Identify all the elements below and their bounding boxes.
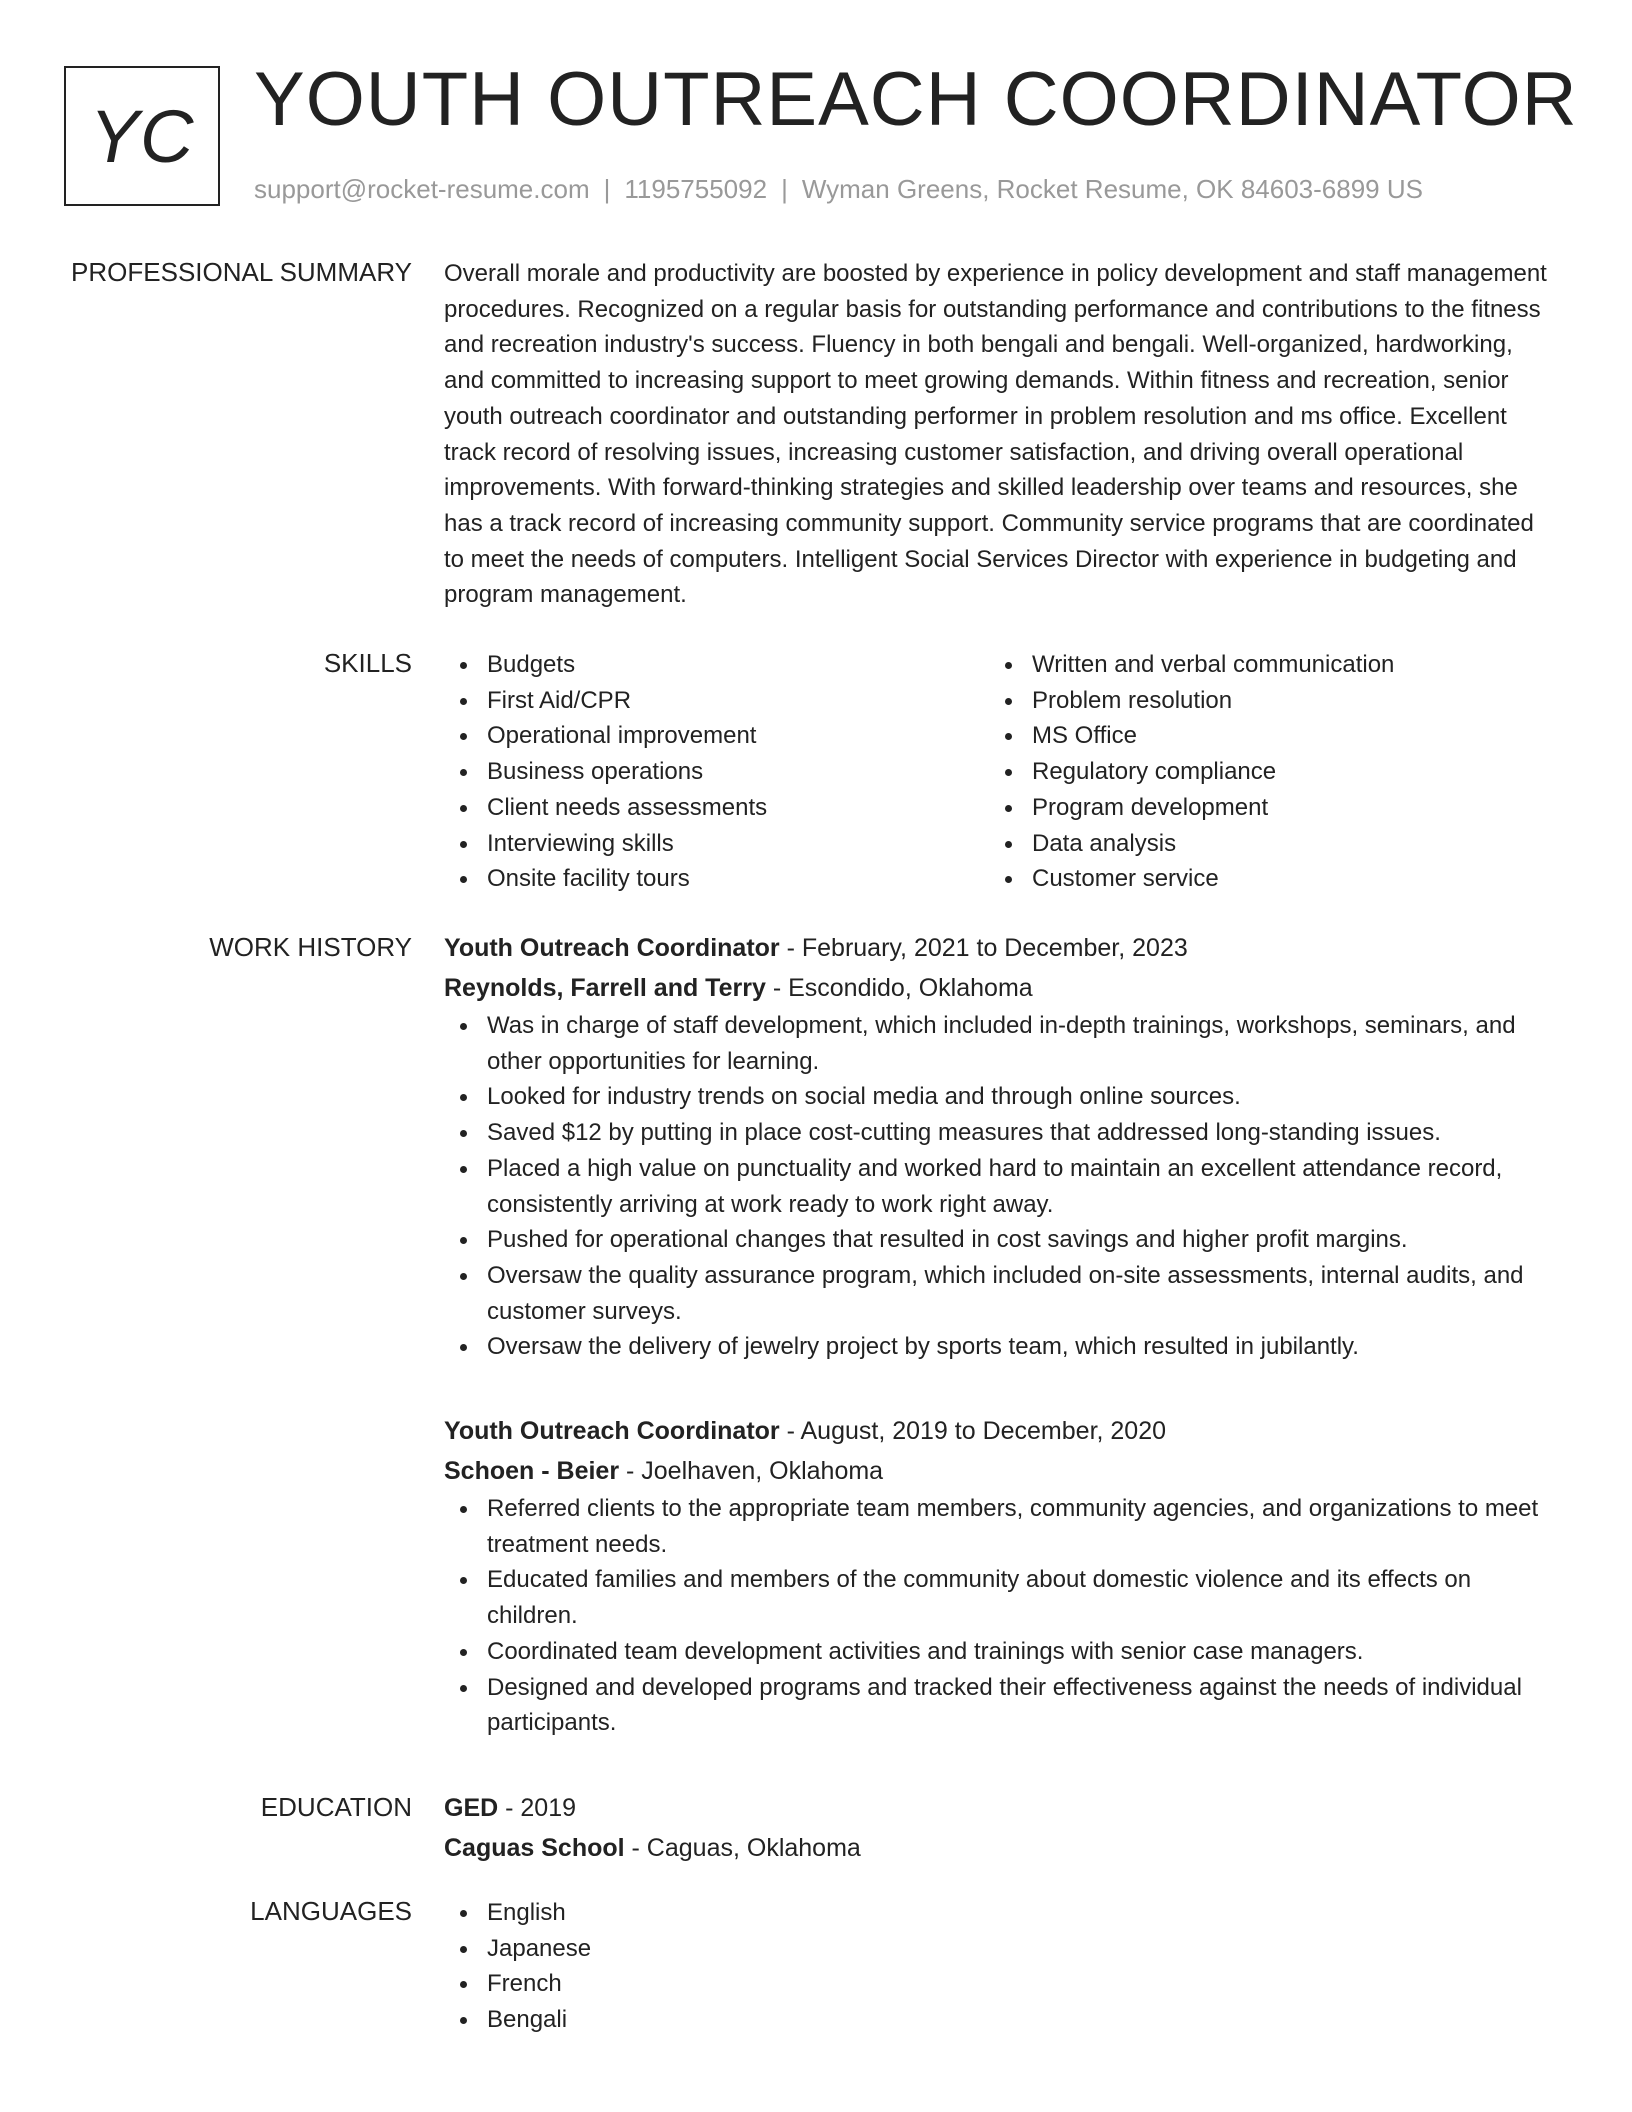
section-title-education: EDUCATION: [260, 1792, 412, 1822]
education-location: - Caguas, Oklahoma: [624, 1834, 861, 1862]
skill-item: First Aid/CPR: [444, 683, 989, 719]
skill-item: Program development: [989, 790, 1534, 826]
contact-email: support@rocket-resume.com: [254, 174, 590, 204]
job-duty-item: Designed and developed programs and tracked their effectiveness against the needs of individual participants.: [444, 1670, 1554, 1741]
skill-item: Customer service: [989, 861, 1534, 897]
contact-line: [254, 174, 1423, 205]
job-dates: - August, 2019 to December, 2020: [779, 1417, 1167, 1445]
skill-item: Business operations: [444, 754, 989, 790]
job-duty-item: Referred clients to the appropriate team members, community agencies, and organizations to meet treatment needs.: [444, 1491, 1554, 1562]
contact-phone: 1195755092: [624, 174, 768, 204]
job-entry: [444, 1411, 1554, 1741]
contact-separator: |: [781, 174, 788, 204]
skill-item: Regulatory compliance: [989, 754, 1534, 790]
section-title-summary: PROFESSIONAL SUMMARY: [71, 257, 412, 287]
education-degree-line: [444, 1788, 1554, 1828]
job-dates: - February, 2021 to December, 2023: [779, 934, 1188, 962]
education-entry: [444, 1788, 1554, 1868]
initials-monogram: YC: [64, 66, 220, 206]
job-duty-item: Placed a high value on punctuality and worked hard to maintain an excellent attendance record, consistently arriving at work ready to work right away.: [444, 1151, 1554, 1222]
job-duty-item: Coordinated team development activities and trainings with senior case managers.: [444, 1634, 1554, 1670]
job-duty-item: Pushed for operational changes that resulted in cost savings and higher profit margins.: [444, 1222, 1554, 1258]
job-duty-item: Was in charge of staff development, which included in-depth trainings, workshops, seminars, and other opportunities for learning.: [444, 1008, 1554, 1079]
job-duty-item: Oversaw the delivery of jewelry project by sports team, which resulted in jubilantly.: [444, 1329, 1554, 1365]
job-company-line: [444, 1451, 1554, 1491]
job-role: Youth Outreach Coordinator: [444, 1417, 780, 1445]
contact-address: Wyman Greens, Rocket Resume, OK 84603-6899 US: [801, 174, 1423, 204]
language-item: French: [444, 1966, 1554, 2002]
skills-list-left: [444, 647, 989, 897]
languages-body: [444, 1895, 1554, 2038]
skill-item: Problem resolution: [989, 683, 1534, 719]
job-duty-item: Looked for industry trends on social media and through online sources.: [444, 1079, 1554, 1115]
education-school: Caguas School: [444, 1834, 625, 1862]
job-entry: [444, 928, 1554, 1365]
job-company-line: [444, 968, 1554, 1008]
job-duties-list: [444, 1008, 1554, 1365]
job-duty-item: Educated families and members of the community about domestic violence and its effects on children.: [444, 1562, 1554, 1633]
job-title-line: [444, 928, 1554, 968]
summary-body: [444, 256, 1554, 613]
section-title-work-history: WORK HISTORY: [209, 932, 412, 962]
skill-item: Operational improvement: [444, 718, 989, 754]
job-location: - Escondido, Oklahoma: [765, 974, 1033, 1002]
job-duty-item: Saved $12 by putting in place cost-cutting measures that addressed long-standing issues.: [444, 1115, 1554, 1151]
skills-grid: [444, 647, 1554, 897]
language-item: English: [444, 1895, 1554, 1931]
language-item: Bengali: [444, 2002, 1554, 2038]
skill-item: Client needs assessments: [444, 790, 989, 826]
skill-item: Onsite facility tours: [444, 861, 989, 897]
language-item: Japanese: [444, 1931, 1554, 1967]
contact-separator: |: [603, 174, 611, 204]
job-role: Youth Outreach Coordinator: [444, 934, 780, 962]
section-title-languages: LANGUAGES: [250, 1896, 412, 1926]
skill-item: Written and verbal communication: [989, 647, 1534, 683]
skill-item: Data analysis: [989, 826, 1534, 862]
education-degree: GED: [444, 1794, 499, 1822]
skill-item: Budgets: [444, 647, 989, 683]
resume-title: YOUTH OUTREACH COORDINATOR: [254, 57, 1578, 142]
skill-item: Interviewing skills: [444, 826, 989, 862]
education-year: - 2019: [498, 1794, 577, 1822]
summary-text: Overall morale and productivity are boosted by experience in policy development and staff management procedures. Recognized on a regular basis for outstanding performance and contributions to the fitness and recreation industry's success. Fluency in both bengali and bengali. Well-organized, hardworking, and committed to increasing support to meet growing demands. Within fitness and recreation, senior youth outreach coordinator and outstanding performer in problem resolution and ms office. Excellent track record of resolving issues, increasing customer satisfaction, and driving overall operational improvements. With forward-thinking strategies and skilled leadership over teams and resources, she has a track record of increasing community support. Community service programs that are coordinated to meet the needs of computers. Intelligent Social Services Director with experience in budgeting and program management.: [444, 260, 1547, 609]
education-school-line: [444, 1828, 1554, 1868]
skills-list-right: [989, 647, 1534, 897]
languages-list: [444, 1895, 1554, 2038]
job-duty-item: Oversaw the quality assurance program, which included on-site assessments, internal audits, and customer surveys.: [444, 1258, 1554, 1329]
job-company: Reynolds, Farrell and Terry: [444, 974, 766, 1002]
skill-item: MS Office: [989, 718, 1534, 754]
job-company: Schoen - Beier: [444, 1457, 620, 1485]
job-duties-list: [444, 1491, 1554, 1741]
section-title-skills: SKILLS: [323, 648, 412, 678]
job-location: - Joelhaven, Oklahoma: [619, 1457, 884, 1485]
job-title-line: [444, 1411, 1554, 1451]
